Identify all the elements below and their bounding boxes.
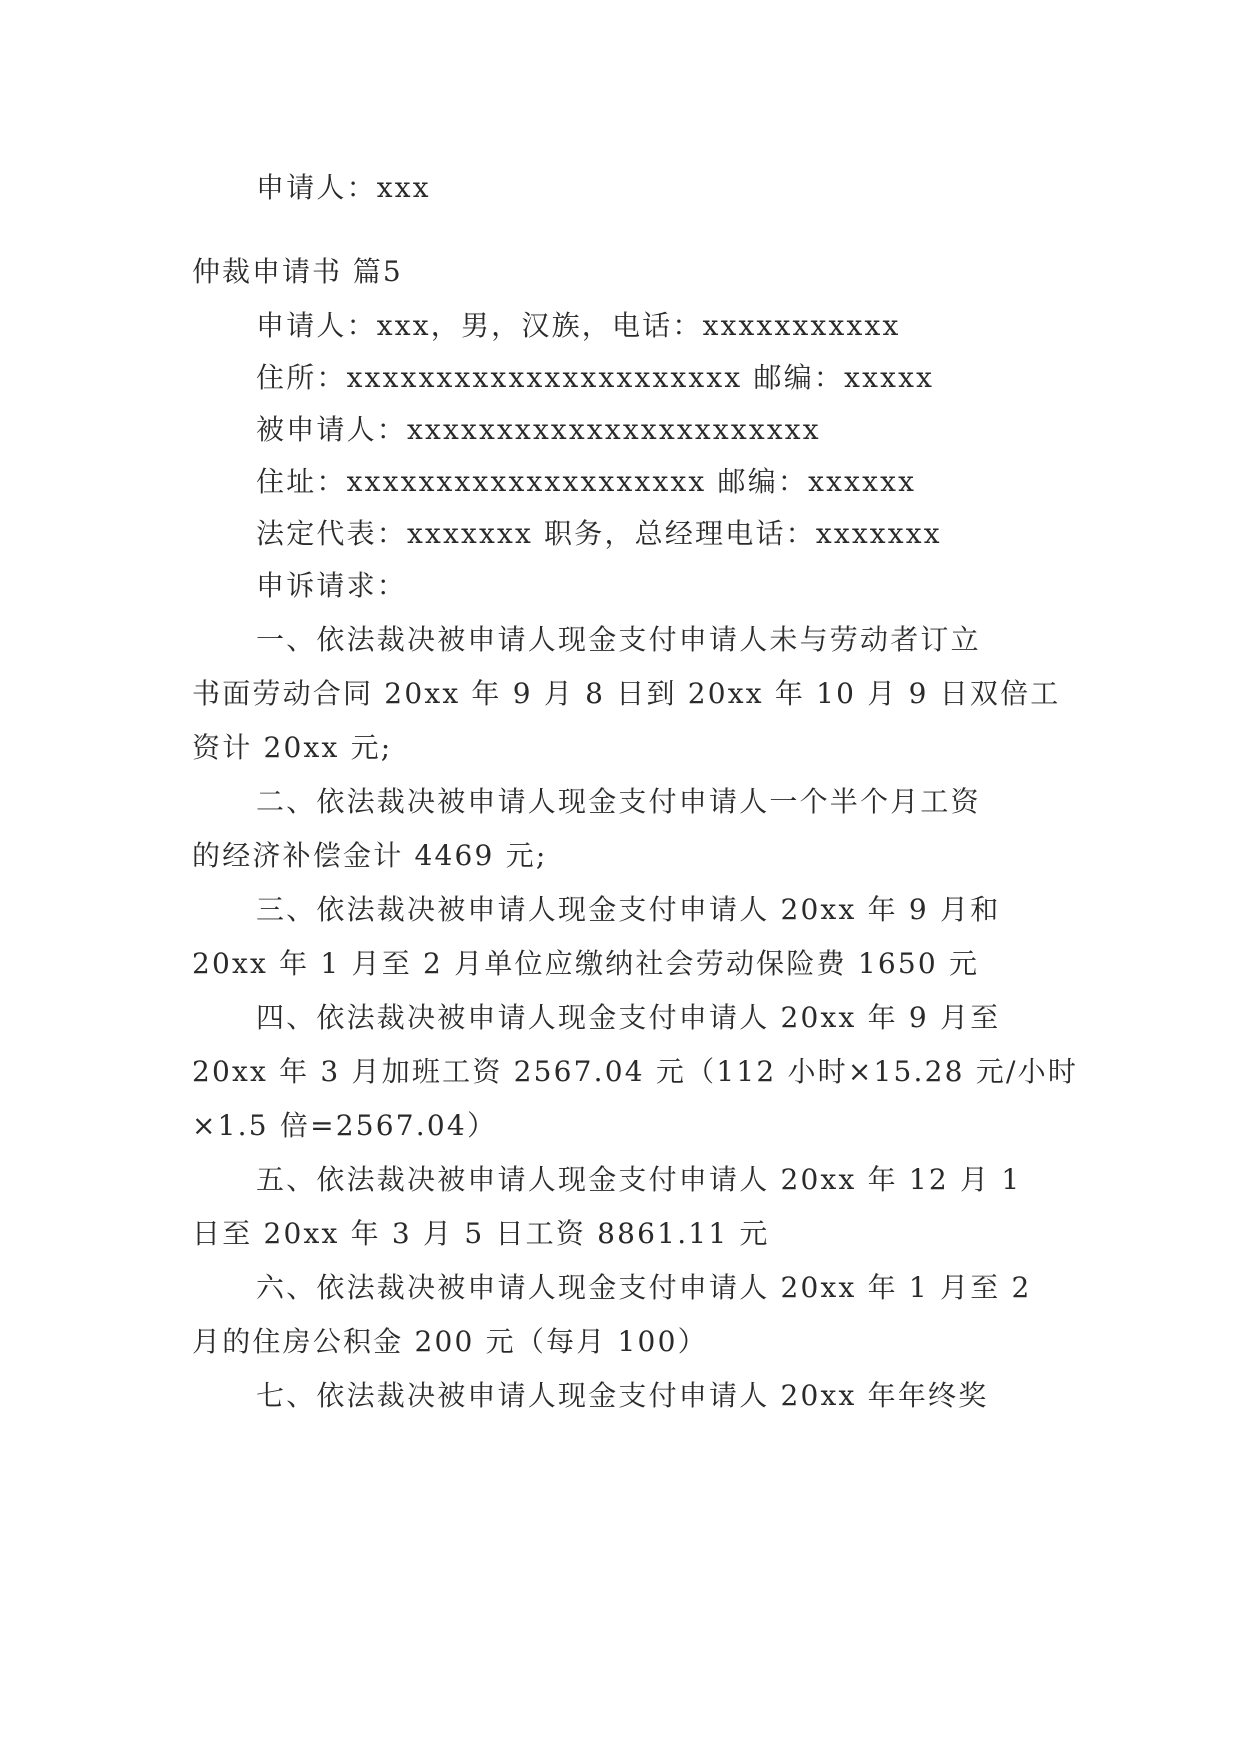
claim-6-line-1: 六、依法裁决被申请人现金支付申请人 20xx 年 1 月至 2	[256, 1271, 1032, 1304]
claim-7-line-1: 七、依法裁决被申请人现金支付申请人 20xx 年年终奖	[256, 1379, 989, 1412]
claim-2-line-1: 二、依法裁决被申请人现金支付申请人一个半个月工资	[256, 785, 981, 818]
claim-2-line-2: 的经济补偿金计 4469 元;	[192, 839, 548, 872]
claim-5-line-1: 五、依法裁决被申请人现金支付申请人 20xx 年 12 月 1	[256, 1163, 1022, 1196]
document-title: 仲裁申请书 篇5	[192, 255, 403, 288]
applicant-line: 申请人：xxx，男，汉族，电话：xxxxxxxxxxx	[256, 309, 901, 342]
claim-4-line-1: 四、依法裁决被申请人现金支付申请人 20xx 年 9 月至	[256, 1001, 1001, 1034]
claim-3-line-1: 三、依法裁决被申请人现金支付申请人 20xx 年 9 月和	[256, 893, 1001, 926]
closing-signature: 申请人：xxx	[256, 171, 431, 204]
respondent-address-line: 住址：xxxxxxxxxxxxxxxxxxxx 邮编：xxxxxx	[256, 465, 917, 498]
claim-3-line-2: 20xx 年 1 月至 2 月单位应缴纳社会劳动保险费 1650 元	[192, 947, 980, 980]
claim-1-line-2: 书面劳动合同 20xx 年 9 月 8 日到 20xx 年 10 月 9 日双倍工	[192, 677, 1061, 710]
claim-6-line-2: 月的住房公积金 200 元（每月 100）	[192, 1325, 708, 1358]
legal-representative-line: 法定代表：xxxxxxx 职务，总经理电话：xxxxxxx	[256, 517, 942, 550]
claim-4-line-3: ×1.5 倍=2567.04）	[192, 1109, 498, 1142]
claim-1-line-1: 一、依法裁决被申请人现金支付申请人未与劳动者订立	[256, 623, 981, 656]
claims-heading: 申诉请求：	[256, 569, 408, 602]
claim-5-line-2: 日至 20xx 年 3 月 5 日工资 8861.11 元	[192, 1217, 770, 1250]
applicant-address-line: 住所：xxxxxxxxxxxxxxxxxxxxxx 邮编：xxxxx	[256, 361, 935, 394]
respondent-line: 被申请人：xxxxxxxxxxxxxxxxxxxxxxx	[256, 413, 821, 446]
claim-4-line-2: 20xx 年 3 月加班工资 2567.04 元（112 小时×15.28 元/小时	[192, 1055, 1079, 1088]
claim-1-line-3: 资计 20xx 元;	[192, 731, 393, 764]
